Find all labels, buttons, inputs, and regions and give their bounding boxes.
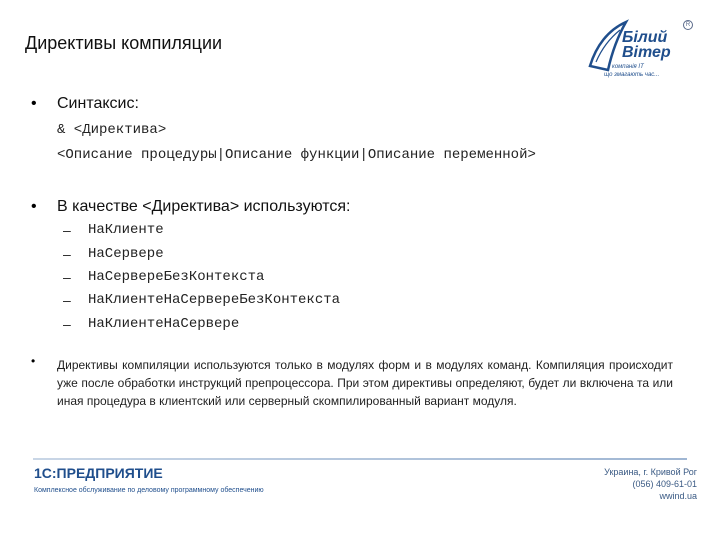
directive-item: НаКлиентеНаСервере	[88, 316, 240, 332]
bullet-marker: •	[31, 198, 37, 215]
contact-phone: (056) 409-61-01	[632, 479, 697, 489]
list-dash: –	[63, 246, 71, 262]
directives-heading: В качестве <Директива> используются:	[57, 198, 351, 215]
logo-line-3: компанія IT	[612, 64, 644, 70]
logo-line-2: Вітер	[622, 44, 671, 61]
directive-item: НаКлиентеНаСервереБезКонтекста	[88, 292, 341, 308]
list-dash: –	[63, 222, 71, 238]
footer-tagline: Комплексное обслуживание по деловому программному обеспечению	[34, 487, 264, 494]
bullet-marker: •	[31, 95, 37, 112]
list-dash: –	[63, 269, 71, 285]
compilation-description: Директивы компиляции используются только в модулях форм и в модулях команд. Компиляция происходит уже после обработки инструкций препроцессора. При этом директивы определяют, будет ли включена та или иная процедура в клиентский или серверный скомпилированный вариант модуля.	[57, 358, 673, 408]
footer-divider	[33, 458, 687, 460]
slide-title: Директивы компиляции	[25, 33, 223, 53]
footer-contact	[604, 466, 697, 502]
list-dash: –	[63, 292, 71, 308]
registered-mark-icon: R	[683, 20, 693, 30]
syntax-heading: Синтаксис:	[57, 95, 139, 112]
footer-brand: 1С:ПРЕДПРИЯТИЕ	[34, 465, 163, 481]
contact-city: Украина, г. Кривой Рог	[604, 467, 697, 477]
syntax-code-line-2: <Описание процедуры|Описание функции|Описание переменной>	[57, 147, 536, 163]
logo-line-1: Білий	[622, 29, 668, 46]
directive-item: НаСервереБезКонтекста	[88, 269, 265, 285]
syntax-code-line-1: & <Директива>	[57, 122, 167, 138]
directive-item: НаСервере	[88, 246, 164, 262]
logo-line-4: що змагають час...	[604, 72, 660, 78]
contact-website: wwind.ua	[659, 491, 697, 501]
company-logo	[582, 18, 702, 80]
bullet-marker: •	[31, 354, 36, 368]
list-dash: –	[63, 316, 71, 332]
directive-item: НаКлиенте	[88, 222, 164, 238]
